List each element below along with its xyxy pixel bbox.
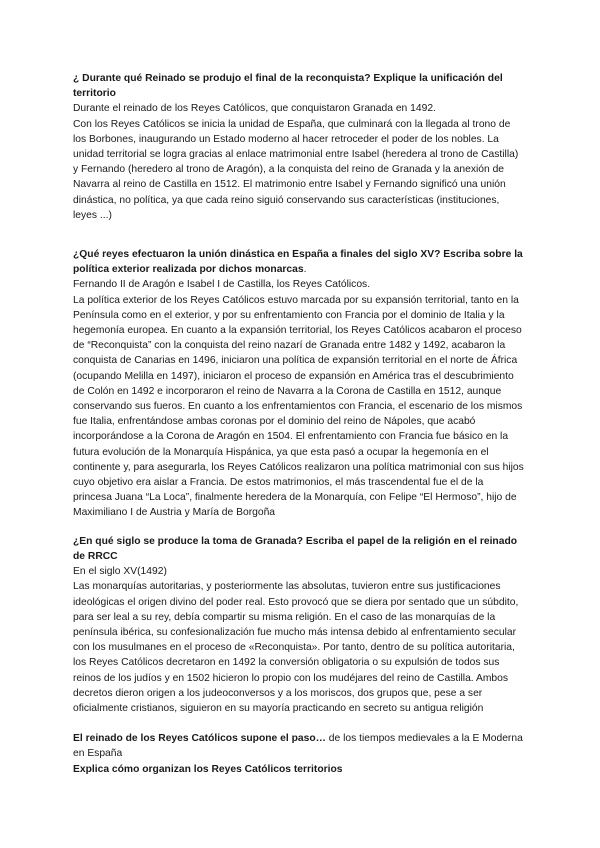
- section-4: [73, 731, 525, 777]
- question-heading: [73, 247, 525, 277]
- question-period: .: [303, 264, 307, 276]
- question-heading: ¿En qué siglo se produce la toma de Granada? Escriba el papel de la religión en el reinado de RRCC: [73, 535, 518, 562]
- question-heading: ¿ Durante qué Reinado se produjo el final de la reconquista? Explique la unificación del territorio: [73, 73, 503, 100]
- section-2: [73, 247, 525, 521]
- final-question: Explica cómo organizan los Reyes Católicos territorios: [73, 763, 343, 775]
- document-body: [73, 71, 525, 777]
- statement-bold: El reinado de los Reyes Católicos supone el paso…: [73, 733, 326, 745]
- answer-paragraph: Con los Reyes Católicos se inicia la unidad de España, que culminará con la llegada al trono de los Borbones, inaugurando un Estado moderno al hacer retroceder el poder de los nobles. La unidad territorial se logra gracias al enlace matrimonial entre Isabel (heredera al trono de Castilla) y Fernando (heredero al trono de Aragón), a la conquista del reino de Granada y la anexión de Navarra al reino de Castilla en 1512. El matrimonio entre Isabel y Fernando significó una unión dinástica, no política, ya que cada reino siguió conservando sus características (instituciones, leyes ...): [73, 118, 519, 221]
- statement-rest: de los tiempos medievales a la E Moderna en España: [73, 733, 523, 760]
- answer-paragraph: En el siglo XV(1492): [73, 566, 167, 578]
- answer-paragraph: Las monarquías autoritarias, y posteriormente las absolutas, tuvieron entre sus justificaciones ideológicas el origen divino del poder real. Esto provocó que se diera por sentado que un súbdito, para ser leal a su rey, debía compartir su misma religión. En el caso de las monarquías de la península ibérica, su confesionalización fue mucho más intensa debido al enfrentamiento secular con los musulmanes en el proceso de «Reconquista». Por tanto, dentro de su política autoritaria, los Reyes Católicos decretaron en 1492 la conversión obligatoria o su expulsión de todos sus reinos de los judíos y en 1502 hicieron lo propio con los mudéjares del reino de Castilla. Ambos decretos dieron origen a los judeoconversos y a los moriscos, dos grupos que, pese a ser oficialmente cristianos, siguieron en su mayoría practicando en secreto su antigua religión: [73, 581, 519, 714]
- section-3: [73, 534, 525, 716]
- answer-paragraph: Durante el reinado de los Reyes Católicos, que conquistaron Granada en 1492.: [73, 103, 436, 115]
- statement: [73, 731, 525, 761]
- section-1: [73, 71, 525, 223]
- answer-paragraph: Fernando II de Aragón e Isabel I de Castilla, los Reyes Católicos.: [73, 279, 371, 291]
- question-text: ¿Qué reyes efectuaron la unión dinástica en España a finales del siglo XV? Escriba sobre la política exterior realizada por dichos monarcas: [73, 249, 523, 276]
- answer-paragraph: La política exterior de los Reyes Católicos estuvo marcada por su expansión territorial, tanto en la Península como en el exterior, y por su enfrentamiento con Francia por el dominio de Italia y la hegemonía europea. En cuanto a la expansión territorial, los Reyes Católicos acabaron el proceso de “Reconquista” con la conquista del reino nazarí de Granada entre 1482 y 1492, acabaron la conquista de Canarias en 1496, iniciaron una política de expansión territorial en el norte de África (ocupando Melilla en 1497), iniciaron el proceso de expansión en América tras el descubrimiento de Colón en 1492 e incorporaron el reino de Navarra a la Corona de Castilla en 1512, aunque conservando sus fueros. En cuanto a los enfrentamientos con Francia, el escenario de los mismos fue Italia, enfrentándose ambas coronas por el dominio del reino de Nápoles, que acabó incorporándose a la Corona de Aragón en 1504. El enfrentamiento con Francia fue básico en la futura evolución de la Monarquía Hispánica, ya que esta pasó a ocupar la hegemonía en el continente y, para asegurarla, los Reyes Católicos realizaron una política matrimonial con sus hijos cuyo objetivo era aislar a Francia. De estos matrimonios, el más trascendental fue el de la princesa Juana “La Loca”, finalmente heredera de la Monarquía, con Felipe “El Hermoso”, hijo de Maximiliano I de Austria y María de Borgoña: [73, 294, 524, 519]
